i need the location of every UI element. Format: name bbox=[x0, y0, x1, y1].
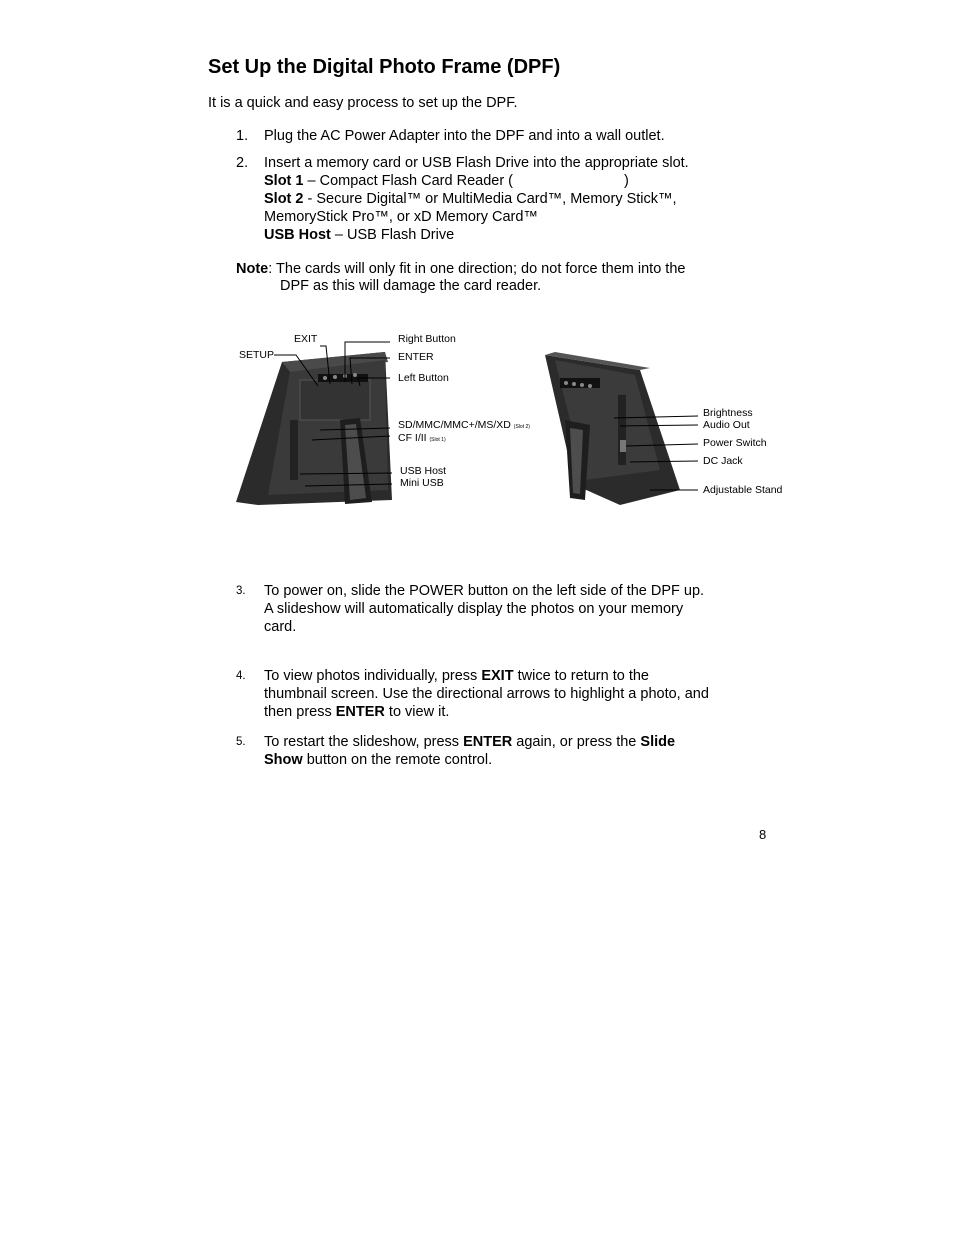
label-cf-tag: (Slot 1) bbox=[429, 437, 446, 443]
step-5-number: 5. bbox=[236, 736, 246, 748]
label-enter: ENTER bbox=[398, 351, 434, 363]
label-left-button: Left Button bbox=[398, 372, 449, 384]
label-exit: EXIT bbox=[294, 333, 318, 345]
label-cf-slot bbox=[398, 432, 446, 446]
slot-1-label: Slot 1 bbox=[264, 173, 304, 189]
label-audio-out: Audio Out bbox=[703, 419, 750, 431]
step-1-number: 1. bbox=[236, 128, 249, 144]
slot-1-close: ) bbox=[624, 173, 629, 189]
step-4-line-3 bbox=[264, 703, 449, 721]
step-5-enter: ENTER bbox=[463, 734, 513, 750]
note-label: Note bbox=[236, 261, 269, 277]
page-number: 8 bbox=[759, 827, 767, 842]
intro-text: It is a quick and easy process to set up the DPF. bbox=[208, 95, 518, 111]
step-4-text-c: twice to return to the bbox=[513, 668, 649, 684]
step-4-number: 4. bbox=[236, 670, 246, 682]
slot-2-text-continued: MemoryStick Pro™, or xD Memory Card™ bbox=[264, 209, 538, 225]
step-3-line-3: card. bbox=[264, 619, 297, 635]
step-4-enter: ENTER bbox=[335, 704, 385, 720]
step-2-number: 2. bbox=[236, 155, 249, 171]
step-2-text: Insert a memory card or USB Flash Drive into the appropriate slot. bbox=[264, 155, 689, 171]
step-5-text-c: again, or press the bbox=[512, 734, 641, 750]
step-3-line-2: A slideshow will automatically display the photos on your memory bbox=[264, 601, 684, 617]
step-4-text-a: To view photos individually, press bbox=[264, 668, 482, 684]
label-usb-host: USB Host bbox=[400, 465, 447, 477]
label-adjustable-stand: Adjustable Stand bbox=[703, 484, 783, 496]
step-4-exit: EXIT bbox=[481, 668, 514, 684]
label-sd-text: SD/MMC/MMC+/MS/XD bbox=[398, 419, 511, 431]
slot-2-text: - Secure Digital™ or MultiMedia Card™, Memory Stick™, bbox=[303, 191, 677, 207]
label-dc-jack: DC Jack bbox=[703, 455, 743, 467]
slot-1-text: – Compact Flash Card Reader ( bbox=[303, 173, 514, 189]
label-brightness: Brightness bbox=[703, 407, 753, 419]
step-4-text-e: to view it. bbox=[384, 704, 450, 720]
step-5-line-1 bbox=[264, 733, 675, 751]
step-4-line-2: thumbnail screen. Use the directional arrows to highlight a photo, and bbox=[264, 686, 709, 702]
step-4-text-d: then press bbox=[264, 704, 336, 720]
note-text-1: : The cards will only fit in one direction; do not force them into the bbox=[268, 261, 686, 277]
step-5-line-2 bbox=[264, 751, 492, 769]
right-frame-image bbox=[545, 352, 680, 505]
label-sd-tag: (Slot 2) bbox=[513, 424, 530, 430]
label-sd-slot bbox=[398, 419, 530, 433]
label-cf-text: CF I/II bbox=[398, 432, 427, 444]
step-5-text-e: button on the remote control. bbox=[302, 752, 493, 768]
label-right-button: Right Button bbox=[398, 333, 456, 345]
page-title: Set Up the Digital Photo Frame (DPF) bbox=[208, 56, 561, 78]
label-power-switch: Power Switch bbox=[703, 437, 767, 449]
step-3-number: 3. bbox=[236, 585, 246, 597]
step-5-slide: Slide bbox=[640, 734, 676, 750]
step-3-line-1: To power on, slide the POWER button on the left side of the DPF up. bbox=[264, 583, 705, 599]
note-line-2: DPF as this will damage the card reader. bbox=[280, 278, 542, 294]
step-5-show: Show bbox=[264, 752, 303, 768]
step-5-text-a: To restart the slideshow, press bbox=[264, 734, 464, 750]
usb-host-text: – USB Flash Drive bbox=[330, 227, 455, 243]
label-setup: SETUP bbox=[239, 349, 275, 361]
usb-host-label: USB Host bbox=[264, 227, 331, 243]
step-4-line-1 bbox=[264, 667, 649, 685]
step-1-text: Plug the AC Power Adapter into the DPF and into a wall outlet. bbox=[264, 128, 665, 144]
label-mini-usb: Mini USB bbox=[400, 477, 444, 489]
slot-2-label: Slot 2 bbox=[264, 191, 304, 207]
